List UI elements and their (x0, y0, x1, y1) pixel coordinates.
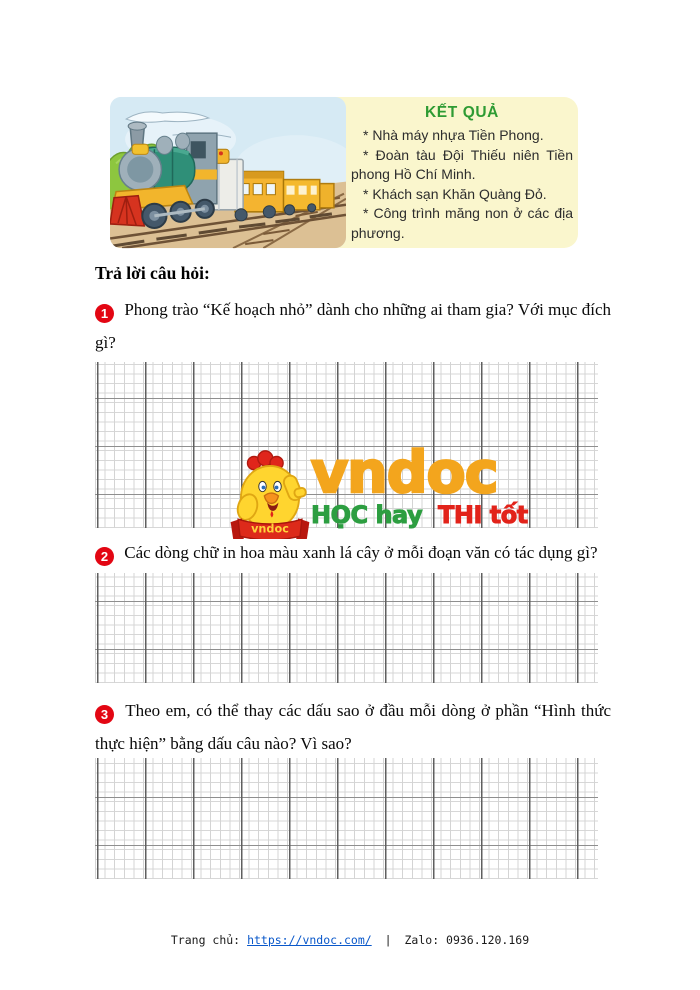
question-3 (95, 694, 611, 760)
footer-home-link[interactable]: https://vndoc.com/ (247, 933, 372, 947)
result-item: * Công trình măng non ở các địa phương. (351, 205, 573, 241)
logo-banner-text: vndoc (251, 522, 289, 536)
logo-tagline-thi-tot: THI tốt (438, 501, 528, 529)
answer-grid-3 (95, 758, 598, 879)
logo-tagline-hoc-hay: HỌC hay (311, 501, 423, 529)
footer-separator: | (384, 933, 392, 947)
question-2 (95, 536, 611, 569)
logo-tagline (311, 502, 528, 528)
result-item: * Nhà máy nhựa Tiền Phong. (363, 127, 544, 143)
question-3-number-badge: 3 (95, 705, 114, 724)
train-illustration (110, 95, 346, 250)
question-1-number-badge: 1 (95, 304, 114, 323)
qa-heading: Trả lời câu hỏi: (95, 263, 210, 283)
question-2-number-badge: 2 (95, 547, 114, 566)
vndoc-logo (227, 440, 528, 539)
footer (0, 933, 700, 947)
question-3-text: Theo em, có thể thay các dấu sao ở đầu mỗi dòng ở phần “Hình thức thực hiện” bằng dấu câu nào? Vì sao? (95, 701, 611, 753)
result-title: KẾT QUẢ (425, 104, 499, 121)
question-1 (95, 293, 611, 359)
question-1-text: Phong trào “Kế hoạch nhỏ” dành cho những ai tham gia? Với mục đích gì? (95, 300, 611, 352)
result-item: * Đoàn tàu Đội Thiếu niên Tiền phong Hồ Chí Minh. (351, 146, 573, 182)
result-item: * Khách sạn Khăn Quàng Đỏ. (363, 185, 547, 202)
chicken-mascot-icon (227, 449, 313, 539)
footer-zalo: Zalo: 0936.120.169 (404, 933, 530, 947)
question-2-text: Các dòng chữ in hoa màu xanh lá cây ở mỗi đoạn văn có tác dụng gì? (124, 543, 598, 562)
answer-grid-2 (95, 573, 598, 683)
logo-text (311, 440, 528, 529)
footer-home-label: Trang chủ: (170, 933, 241, 947)
logo-wordmark: vndoc (311, 440, 498, 506)
result-card (111, 97, 578, 248)
result-panel (351, 104, 573, 243)
